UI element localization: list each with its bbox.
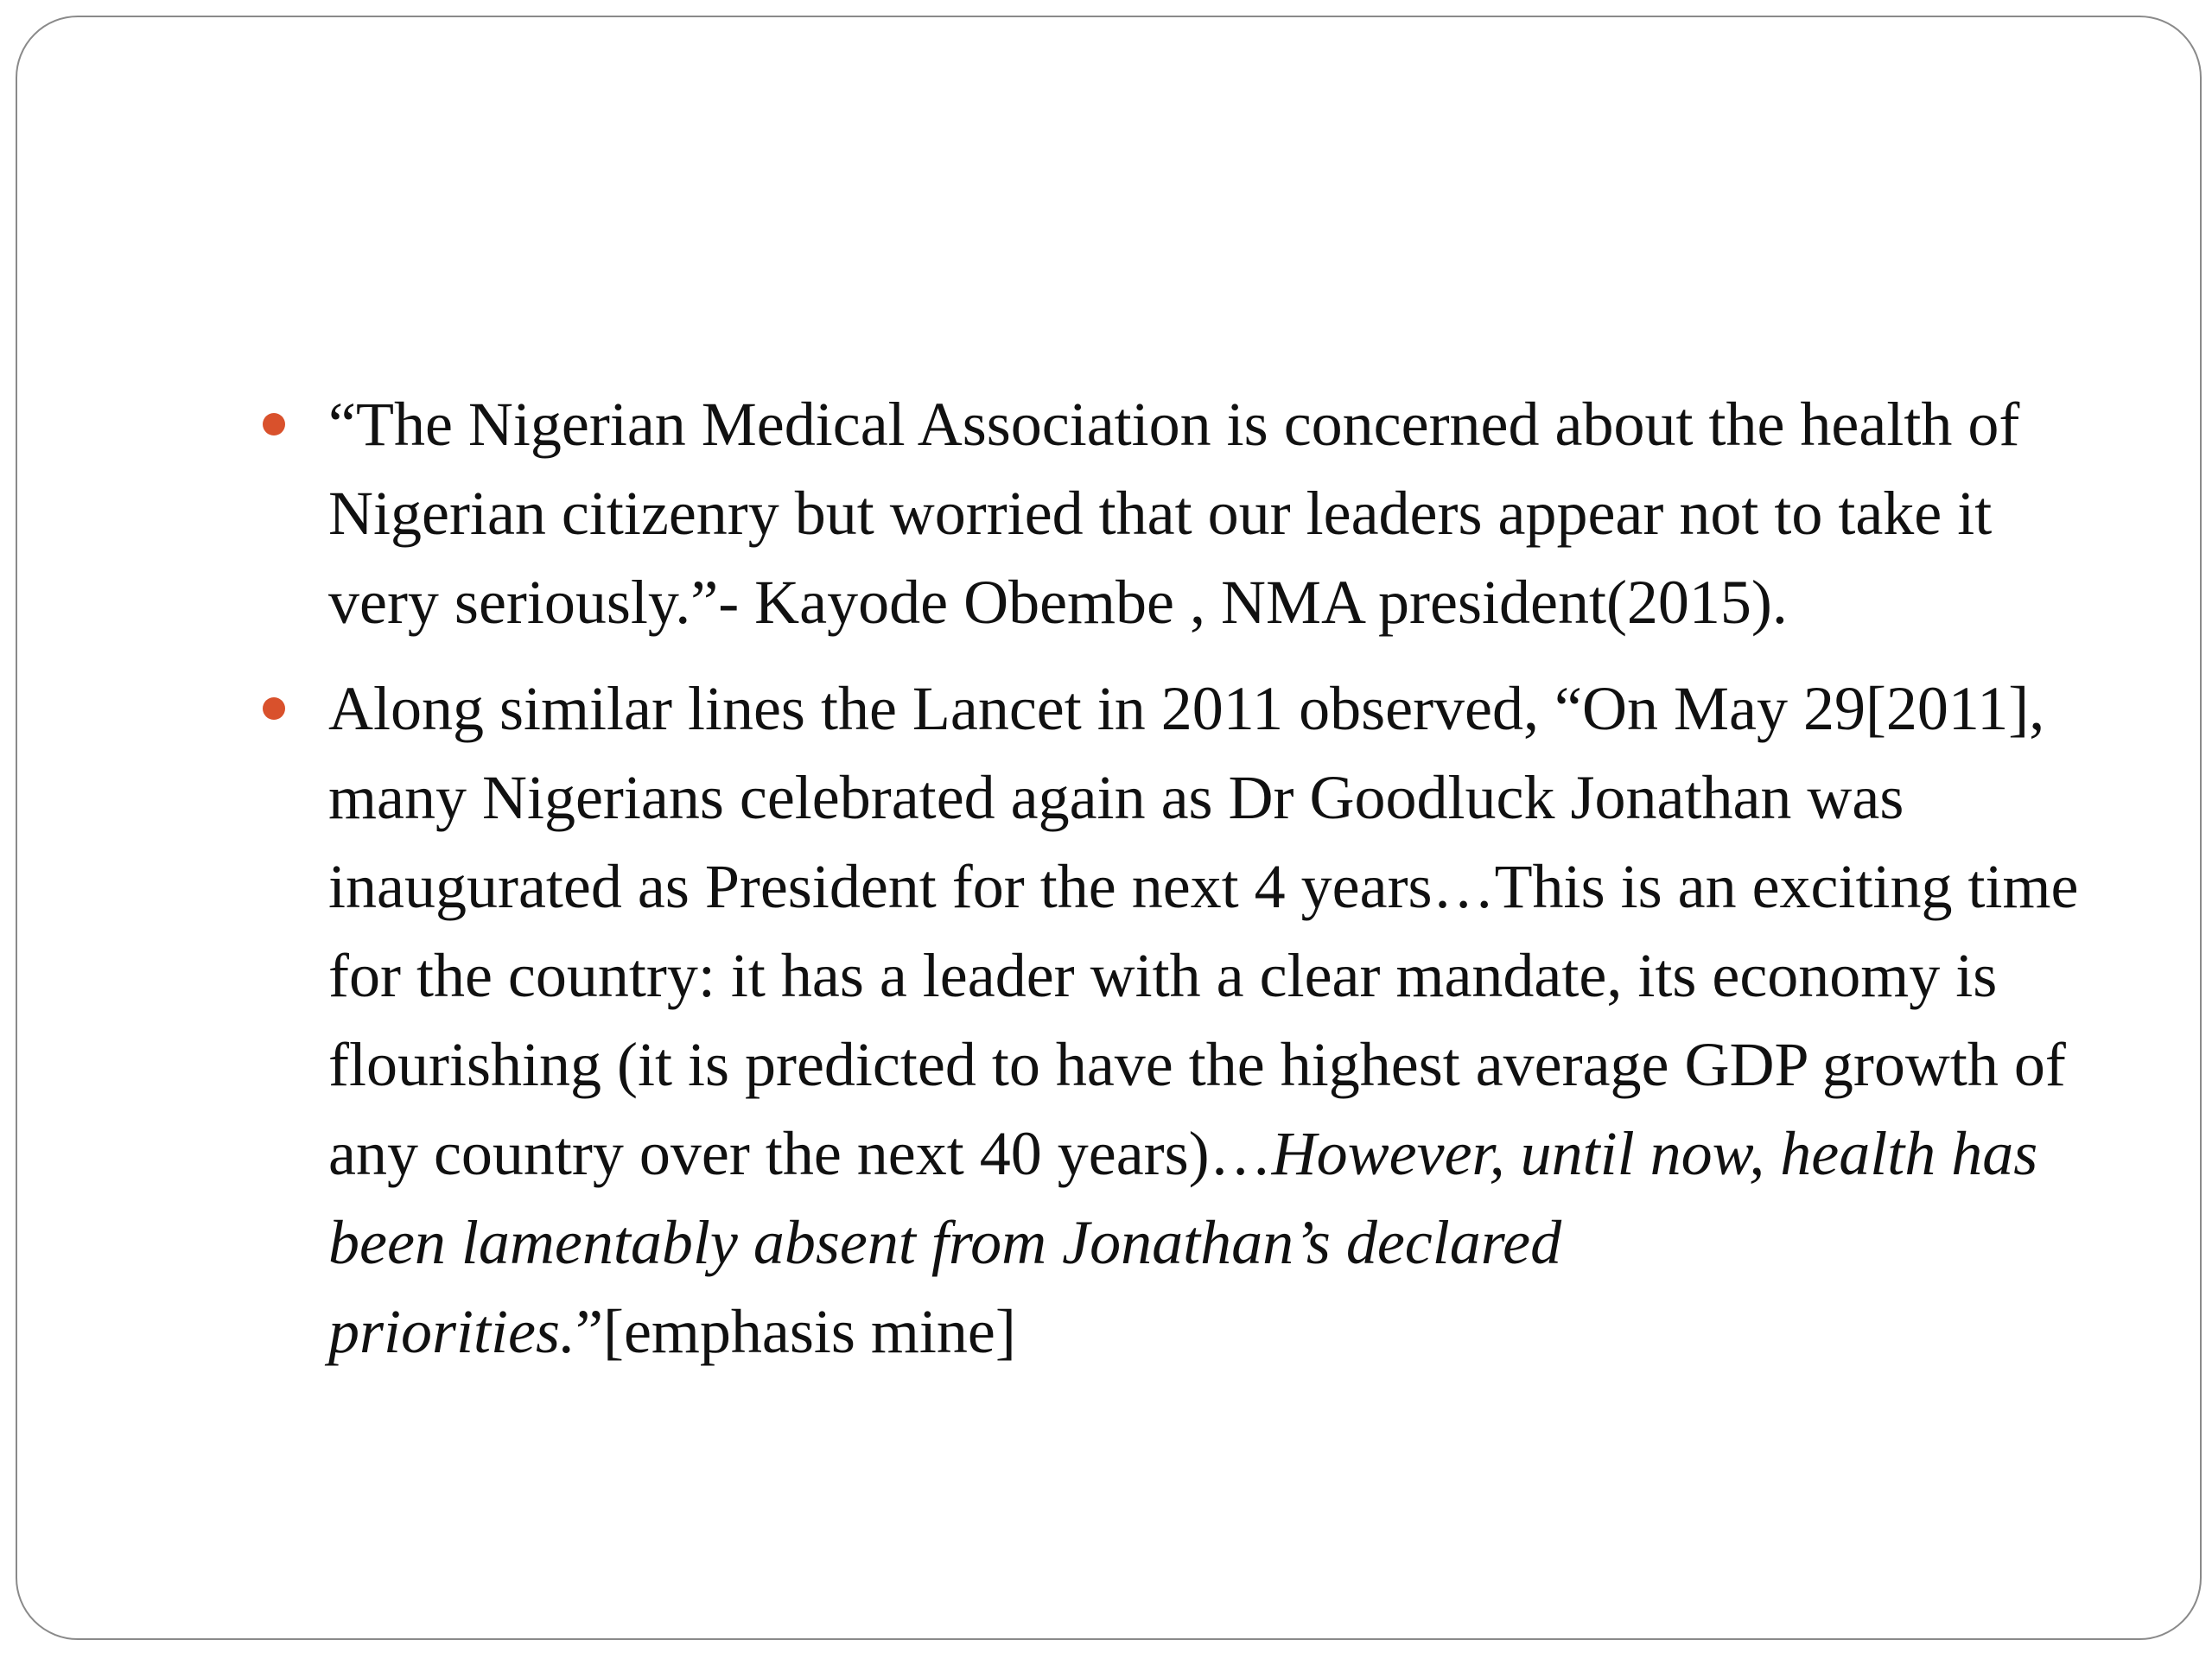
- bullet-dot-icon: [263, 413, 285, 435]
- bullet-item-nma-quote: [259, 380, 2082, 647]
- bullet-list: [259, 380, 2082, 1394]
- bullet-text-emphasis: However, until now, health has been lamentably absent from Jonathan’s declared priorities.: [328, 1119, 2038, 1366]
- bullet-text: Along similar lines the Lancet in 2011 observed, “On May 29[2011], many Nigerians celebrated again as Dr Goodluck Jonathan was inaugurated as President for the next 4 years…This is an exciting time for the country: it has a leader with a clear mandate, its economy is flourishing (it is predicted to have the highest average GDP growth of any country over the next 40 years)…: [328, 674, 2079, 1188]
- bullet-text-end: ”[emphasis mine]: [575, 1297, 1016, 1366]
- slide-frame: [16, 16, 2202, 1640]
- bullet-dot-icon: [263, 697, 285, 720]
- bullet-item-lancet-quote: [259, 664, 2082, 1376]
- bullet-text: “The Nigerian Medical Association is concerned about the health of Nigerian citizenry but worried that our leaders appear not to take it very seriously.”- Kayode Obembe , NMA president(2015).: [328, 390, 2020, 637]
